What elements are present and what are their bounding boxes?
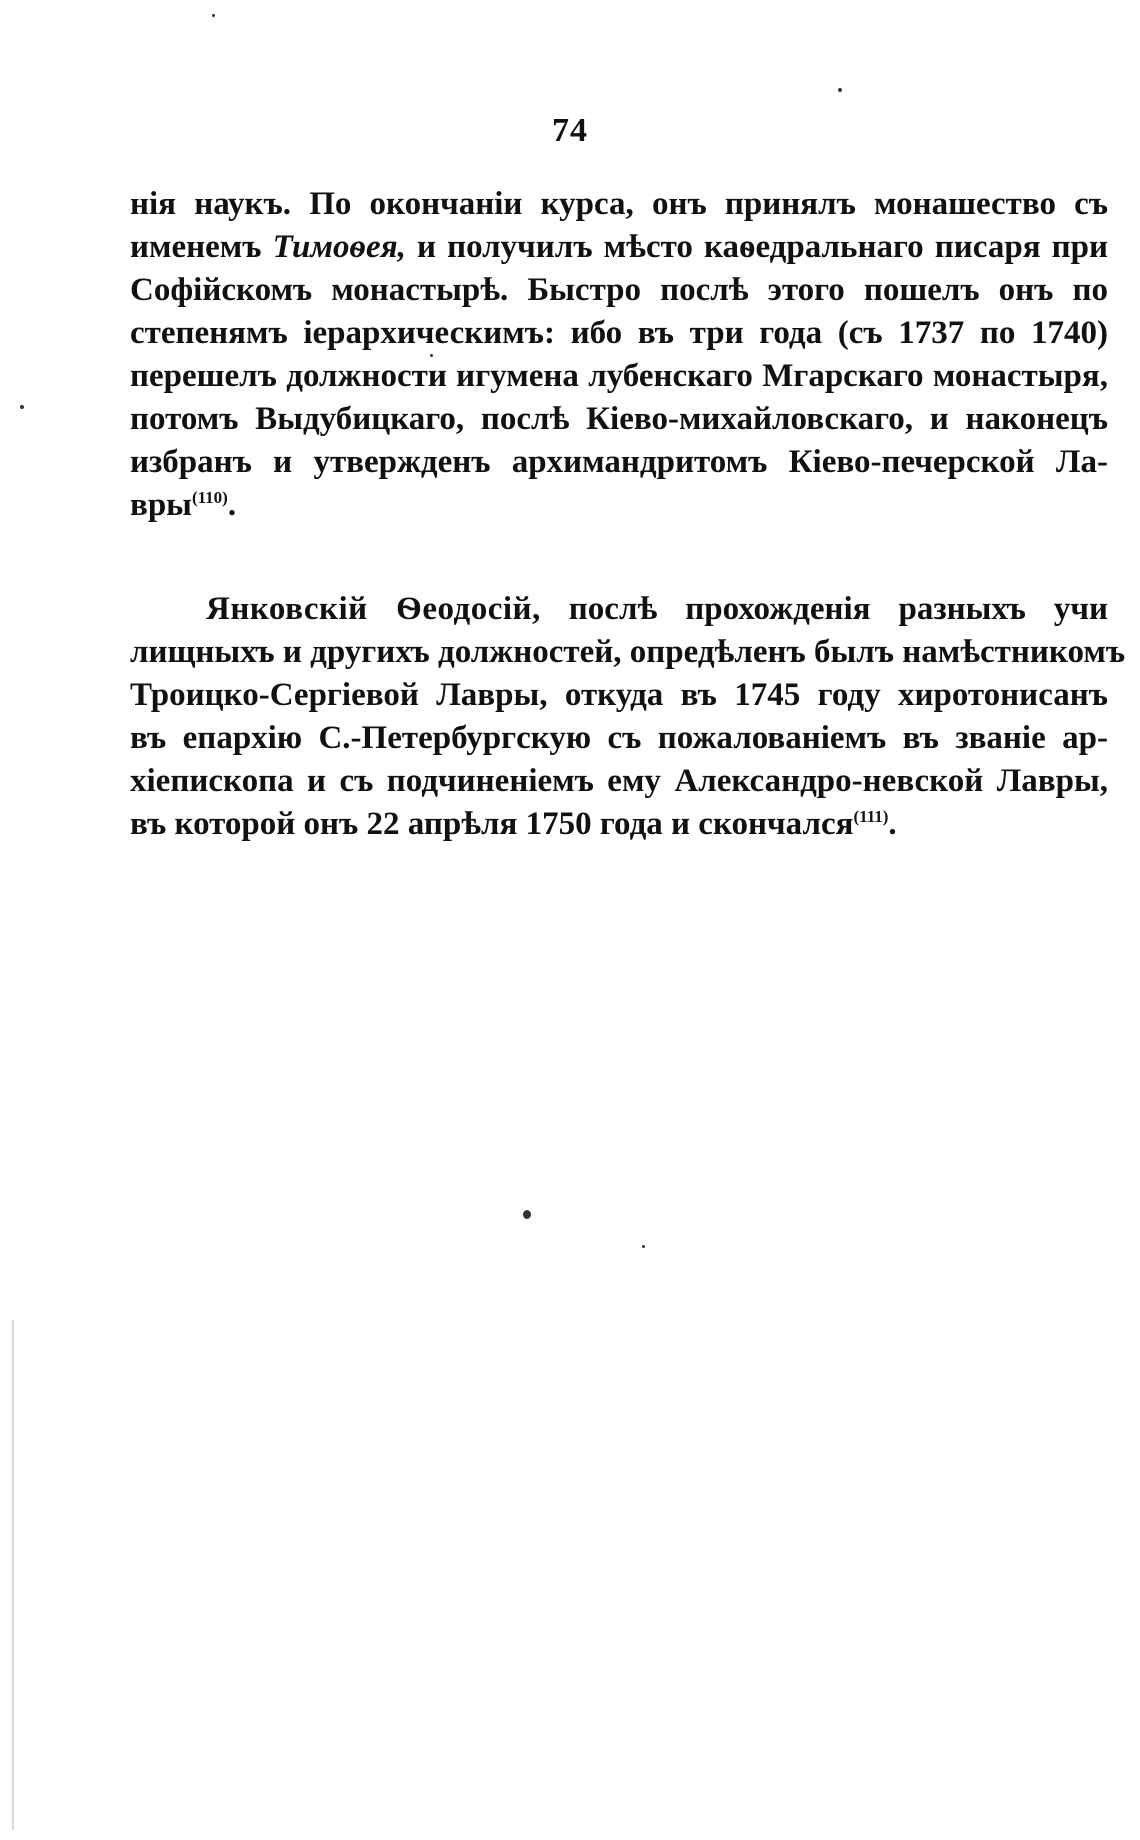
paragraph-1-line-2-rest: и получилъ мѣсто каѳедральнаго писаря при xyxy=(416,229,1109,265)
paragraph-1-line-5: перешелъ должности игумена лубенскаго Мгарскаго монастыря, xyxy=(130,358,1108,394)
name-timofei: Тимоѳея, xyxy=(272,229,406,265)
footnote-ref-110: (110) xyxy=(191,488,228,507)
scan-edge-line xyxy=(12,1320,14,1830)
paragraph-1-line-2 xyxy=(130,226,1108,269)
paragraph-2-line-2: лищныхъ и другихъ должностей, опредѣленъ былъ намѣстникомъ xyxy=(130,634,1126,670)
paragraph-2-line-3: Троицко-Сергіевой Лавры, откуда въ 1745 году хиротонисанъ xyxy=(130,677,1108,713)
footnote-ref-111: (111) xyxy=(853,807,889,826)
paragraph-1 xyxy=(130,183,1108,527)
paragraph-1-line-7: избранъ и утвержденъ архимандритомъ Кіево-печерской Ла- xyxy=(130,444,1108,480)
word-vry: вры xyxy=(130,487,192,523)
paragraph-2-line-1 xyxy=(130,588,1108,631)
paragraph-2-line-1-rest: послѣ прохожденія разныхъ учи xyxy=(568,591,1109,627)
paragraph-1-line-3: Софійскомъ монастырѣ. Быстро послѣ этого пошелъ онъ по xyxy=(130,272,1108,308)
page-number: 74 xyxy=(552,112,588,149)
line-6-period: . xyxy=(888,806,897,842)
scan-speck xyxy=(430,354,433,357)
scan-speck xyxy=(523,1210,531,1219)
scan-speck xyxy=(642,1245,645,1248)
paragraph-1-line-4: степенямъ іерархическимъ: ибо въ три года (съ 1737 по 1740) xyxy=(130,315,1108,351)
paragraph-1-line-1: нія наукъ. По окончаніи курса, онъ принялъ монашество съ xyxy=(130,186,1108,222)
word-imenem: именемъ xyxy=(130,229,262,265)
paragraph-1-line-6: потомъ Выдубицкаго, послѣ Кіево-михайловскаго, и наконецъ xyxy=(130,401,1108,437)
paragraph-2-line-4: въ епархію С.-Петербургскую съ пожалованіемъ въ званіе ар- xyxy=(130,720,1108,756)
paragraph-2-line-6-text: въ которой онъ 22 апрѣля 1750 года и скончался xyxy=(130,806,854,842)
scan-speck xyxy=(212,14,215,17)
paragraph-1-line-8 xyxy=(130,484,1108,527)
paragraph-2 xyxy=(130,588,1126,846)
scan-speck xyxy=(20,405,24,409)
scan-speck xyxy=(838,88,842,92)
paragraph-2-line-6 xyxy=(130,803,1108,846)
line-8-period: . xyxy=(227,487,237,523)
person-name-yankovsky: Янковскій Ѳеодосій, xyxy=(206,591,541,627)
paragraph-2-line-5: хіепископа и съ подчиненіемъ ему Александро-невской Лавры, xyxy=(130,763,1108,799)
